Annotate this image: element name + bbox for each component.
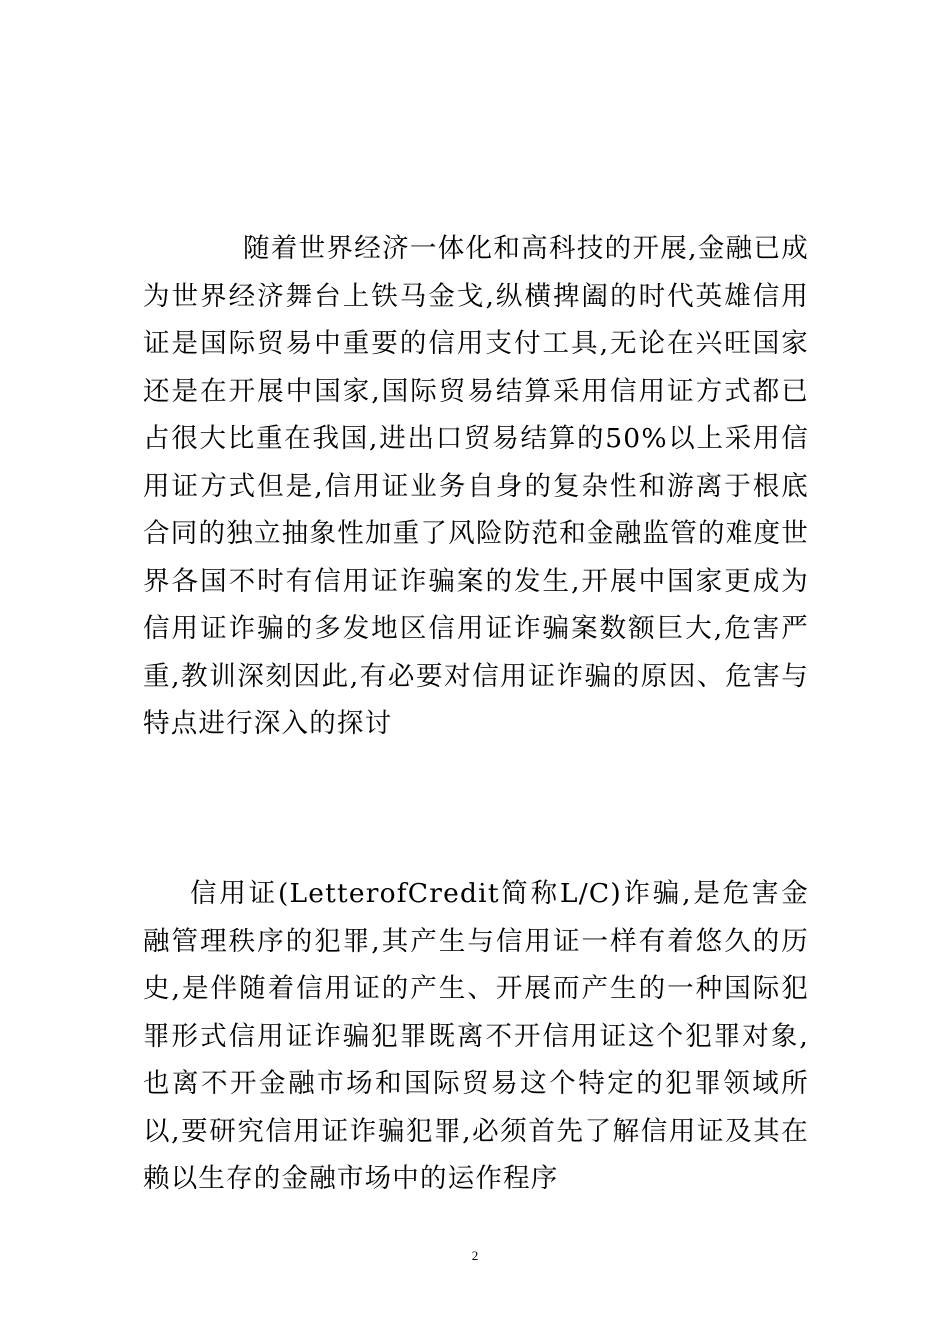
paragraph-intro: 随着世界经济一体化和高科技的开展,金融已成为世界经济舞台上铁马金戈,纵横捭阖的时代英雄信用证是国际贸易中重要的信用支付工具,无论在兴旺国家还是在开展中国家,国际贸易结算采用信用证方式都已占很大比重在我国,进出口贸易结算的50%以上采用信用证方式但是,信用证业务自身的复杂性和游离于根底合同的独立抽象性加重了风险防范和金融监管的难度世界各国不时有信用证诈骗案的发生,开展中国家更成为信用证诈骗的多发地区信用证诈骗案数额巨大,危害严重,教训深刻因此,有必要对信用证诈骗的原因、危害与特点进行深入的探讨: [143, 233, 809, 739]
paragraph-letter-of-credit: 信用证(LetterofCredit简称L/C)诈骗,是危害金融管理秩序的犯罪,其产生与信用证一样有着悠久的历史,是伴随着信用证的产生、开展而产生的一种国际犯罪形式信用证诈骗犯罪既离不开信用证这个犯罪对象,也离不开金融市场和国际贸易这个特定的犯罪领域所以,要研究信用证诈骗犯罪,必须首先了解信用证及其在赖以生存的金融市场中的运作程序: [143, 878, 809, 1194]
page-number: 2: [471, 1248, 479, 1263]
